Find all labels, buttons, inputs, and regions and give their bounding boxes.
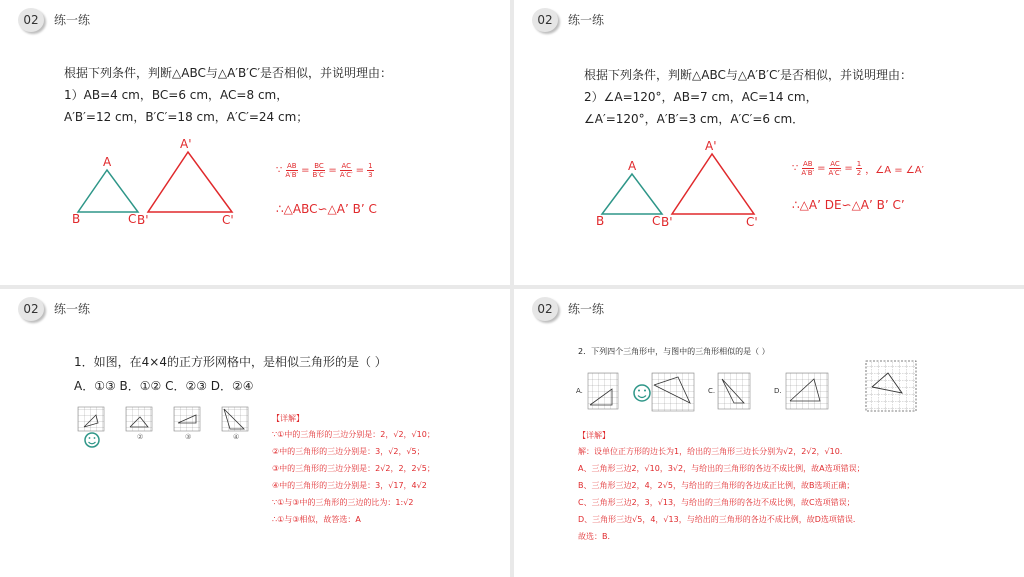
smiley-icon <box>634 385 650 401</box>
slide-title: 练一练 <box>568 13 605 27</box>
ratio-equation: ∵ $\frac{AB}{A'B'}$ = $\frac{BC}{B'C'}$ = $\frac{AC}{A'C'}$ = $\frac{1}{3}$ <box>276 162 373 179</box>
section-number-badge: 02 <box>18 297 44 321</box>
section-number-badge: 02 <box>532 297 558 321</box>
vertex-label-c: C <box>128 212 137 226</box>
option-figure-a <box>588 373 618 409</box>
detail-heading: 【详解】 <box>578 431 610 440</box>
grid-figure-4 <box>222 407 248 431</box>
denominator: B′C′ <box>312 171 326 179</box>
vertex-label-b: B <box>596 214 605 228</box>
question-line-3: A′B′=12 cm，B′C′=18 cm，A′C′=24 cm； <box>64 110 309 124</box>
question-line-3: ∠A′=120°，A′B′=3 cm，A′C′=6 cm． <box>584 112 805 126</box>
option-label-a: A. <box>576 387 583 395</box>
fraction-1 <box>285 162 298 179</box>
triangle-figure <box>514 0 1024 285</box>
question-line-2: 1）AB=4 cm，BC=6 cm，AC=8 cm， <box>64 88 289 102</box>
fraction-3 <box>340 162 353 179</box>
detail-heading: 【详解】 <box>272 414 304 423</box>
section-number-badge: 02 <box>18 8 44 32</box>
detail-line-3: ③中的三角形的三边分别是：2√2，2，2√5； <box>272 464 435 473</box>
fraction-2 <box>829 160 842 177</box>
denominator: A′B′ <box>801 169 815 177</box>
vertex-label-b2: B' <box>137 213 149 227</box>
slide-4[interactable] <box>514 289 1024 577</box>
vertex-label-a2: A' <box>705 139 717 153</box>
detail-line-6: 故选：B． <box>578 532 616 541</box>
figure-label-3: ③ <box>185 433 192 441</box>
numerator: AB <box>286 162 297 170</box>
fraction-result <box>367 162 373 179</box>
because-symbol: ∵ <box>276 165 283 176</box>
triangle-a2b2c2 <box>672 154 754 214</box>
section-number-badge: 02 <box>532 8 558 32</box>
detail-line-5: D、三角形三边√5，4，√13，与给出的三角形的各边不成比例，故D选项错误． <box>578 515 861 524</box>
numerator: AC <box>341 162 352 170</box>
vertex-label-a2: A' <box>180 137 192 151</box>
triangle-abc <box>78 170 138 212</box>
question-text: 1．如图，在4×4的正方形网格中，是相似三角形的是（ ） <box>74 355 387 369</box>
conclusion: ∴△ABC∽△A’ B’ C <box>276 202 377 216</box>
detail-line-3: B、三角形三边2，4，2√5，与给出的三角形的各边成正比例，故B选项正确； <box>578 481 855 490</box>
question-line-1: 根据下列条件，判断△ABC与△A′B′C′是否相似，并说明理由： <box>584 68 913 82</box>
denominator: 3 <box>368 171 373 179</box>
reference-figure <box>866 361 916 411</box>
option-figure-b <box>652 373 694 411</box>
grid-figure-1 <box>78 407 104 431</box>
detail-line-6: ∴①与③相似，故答选：A <box>272 515 361 524</box>
vertex-label-a: A <box>628 159 637 173</box>
numerator: BC <box>314 162 324 170</box>
detail-line-5: ∵①与③中的三角形的三边的比为：1:√2 <box>272 498 414 507</box>
fraction-result <box>856 160 862 177</box>
vertex-label-c2: C' <box>222 213 234 227</box>
vertex-label-b2: B' <box>661 215 673 229</box>
vertex-label-c2: C' <box>746 215 758 229</box>
vertex-label-a: A <box>103 155 112 169</box>
detail-line-2: A、三角形三边2，√10，3√2，与给出的三角形的各边不成比例，故A选项错误； <box>578 464 865 473</box>
option-figure-c <box>718 373 750 409</box>
vertex-label-b: B <box>72 212 81 226</box>
denominator: A′C′ <box>339 171 353 179</box>
question-text: 2．下列四个三角形中，与图中的三角形相似的是（ ） <box>578 347 770 356</box>
detail-line-1: ∵①中的三角形的三边分别是：2，√2，√10； <box>272 430 435 439</box>
numerator: 1 <box>856 160 862 168</box>
slide-2[interactable] <box>514 0 1024 285</box>
grid-figure-2 <box>126 407 152 431</box>
figure-label-4: ④ <box>233 433 240 441</box>
option-figure-d <box>786 373 828 409</box>
figure-label-2: ② <box>137 433 144 441</box>
fraction-1 <box>801 160 814 177</box>
triangle-abc <box>602 174 662 214</box>
triangle-figure <box>0 0 510 285</box>
detail-line-4: C、三角形三边2，3，√13，与给出的三角形的各边不成比例，故C选项错误； <box>578 498 855 507</box>
slide-3[interactable] <box>0 289 510 577</box>
denominator: A′C′ <box>828 169 842 177</box>
question-line-1: 根据下列条件，判断△ABC与△A′B′C′是否相似，并说明理由： <box>64 66 393 80</box>
denominator: A′B′ <box>285 171 299 179</box>
triangle-a2b2c2 <box>148 152 232 212</box>
detail-line-1: 解：设单位正方形的边长为1，给出的三角形三边长分别为√2，2√2，√10． <box>578 447 848 456</box>
ratio-equation: ∵ $\frac{AB}{A'B'}$ = $\frac{AC}{A'C'}$ = $\frac{1}{2}$ ，∠A = ∠A′ <box>792 160 924 177</box>
denominator: 2 <box>856 169 862 177</box>
grid-figure-3 <box>174 407 200 431</box>
answer-options: A．①③ B．①② C．②③ D．②④ <box>74 379 254 393</box>
numerator: 1 <box>368 162 373 170</box>
slide-title: 练一练 <box>54 302 91 316</box>
because-symbol: ∵ <box>792 163 799 174</box>
fraction-2 <box>313 162 326 179</box>
slide-title: 练一练 <box>54 13 91 27</box>
slide-1[interactable] <box>0 0 510 285</box>
option-label-c: C. <box>708 387 716 395</box>
numerator: AB <box>802 160 813 168</box>
smiley-icon <box>85 433 99 447</box>
detail-line-2: ②中的三角形的三边分别是：3，√2，√5； <box>272 447 425 456</box>
vertex-label-c: C <box>652 214 661 228</box>
angle-equality: ，∠A = ∠A′ <box>865 165 924 176</box>
detail-line-4: ④中的三角形的三边分别是：3，√17，4√2 <box>272 481 427 490</box>
slide-title: 练一练 <box>568 302 605 316</box>
question-line-2: 2）∠A=120°，AB=7 cm，AC=14 cm， <box>584 90 818 104</box>
conclusion: ∴△A’ DE∽△A’ B’ C’ <box>792 198 905 212</box>
numerator: AC <box>830 160 840 168</box>
option-label-d: D. <box>774 387 782 395</box>
